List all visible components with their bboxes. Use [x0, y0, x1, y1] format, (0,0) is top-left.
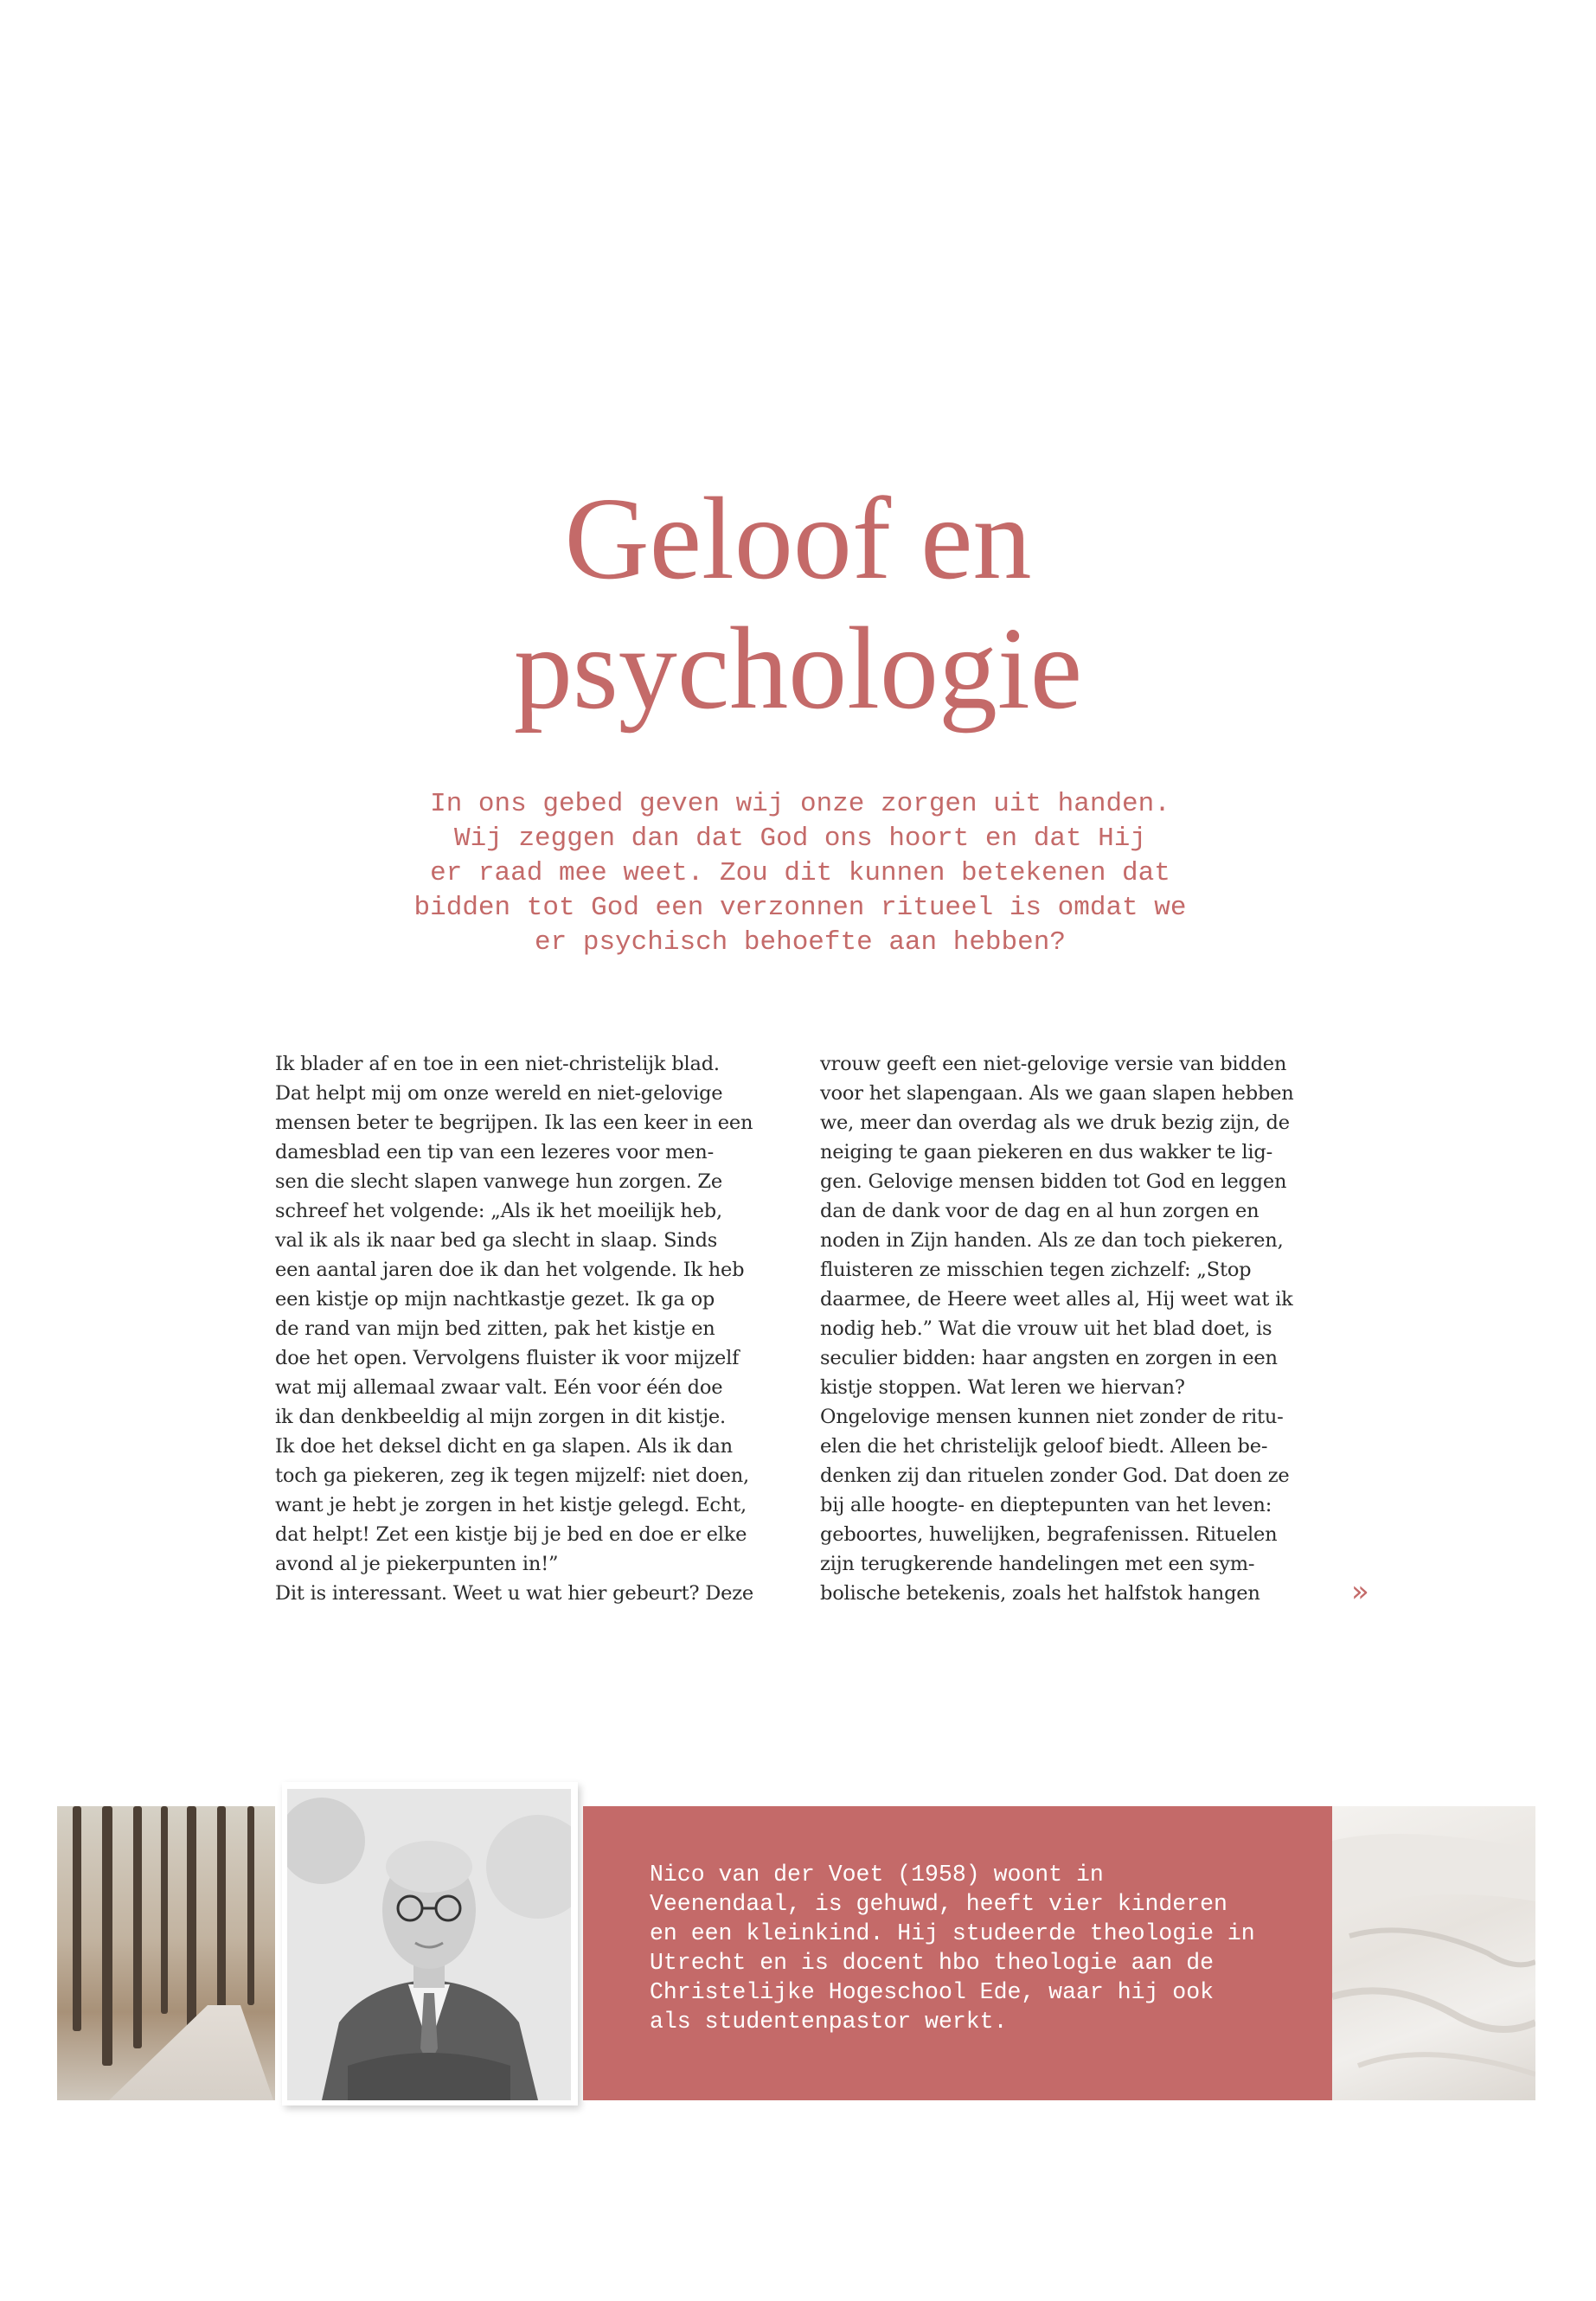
body-line: wat mij allemaal zwaar valt. Eén voor één doe — [275, 1376, 723, 1399]
body-line: Ongelovige mensen kunnen niet zonder de ritu- — [820, 1406, 1284, 1428]
author-portrait — [287, 1789, 571, 2100]
intro-line: er raad mee weet. Zou dit kunnen betekenen dat — [430, 858, 1170, 888]
body-line: Ik doe het deksel dicht en ga slapen. Als ik dan — [275, 1435, 733, 1458]
body-line: mensen beter te begrijpen. Ik las een keer in een — [275, 1112, 753, 1134]
body-line: denken zij dan rituelen zonder God. Dat doen ze — [820, 1465, 1290, 1487]
body-line: een aantal jaren doe ik dan het volgende. Ik heb — [275, 1259, 745, 1281]
bio-line: Nico van der Voet (1958) woont in — [650, 1862, 1104, 1888]
body-line: vrouw geeft een niet-gelovige versie van bidden — [820, 1053, 1287, 1075]
body-line: neiging te gaan piekeren en dus wakker te lig- — [820, 1141, 1273, 1163]
bio-line: Utrecht en is docent hbo theologie aan de — [650, 1950, 1215, 1976]
body-line: een kistje op mijn nachtkastje gezet. Ik ga op — [275, 1288, 715, 1311]
body-line: nodig heb.” Wat die vrouw uit het blad doet, is — [820, 1317, 1272, 1340]
body-line: sen die slecht slapen vanwege hun zorgen. Ze — [275, 1170, 722, 1193]
body-line: ik dan denkbeeldig al mijn zorgen in dit kistje. — [275, 1406, 726, 1428]
bio-line: Christelijke Hogeschool Ede, waar hij ook — [650, 1979, 1215, 2005]
body-line: zijn terugkerende handelingen met een sym- — [820, 1553, 1255, 1575]
body-line: want je hebt je zorgen in het kistje gelegd. Echt, — [275, 1494, 747, 1516]
body-line: schreef het volgende: „Als ik het moeilijk heb, — [275, 1200, 722, 1222]
body-line: daarmee, de Heere weet alles al, Hij weet wat ik — [820, 1288, 1293, 1311]
article-intro — [329, 787, 1272, 960]
bio-line: Veenendaal, is gehuwd, heeft vier kinderen — [650, 1891, 1227, 1917]
body-line: de rand van mijn bed zitten, pak het kistje en — [275, 1317, 715, 1340]
body-line: Dat helpt mij om onze wereld en niet-gelovige — [275, 1082, 723, 1105]
body-line: dan de dank voor de dag en al hun zorgen en — [820, 1200, 1259, 1222]
body-line: toch ga piekeren, zeg ik tegen mijzelf: niet doen, — [275, 1465, 749, 1487]
body-line: Ik blader af en toe in een niet-christelijk blad. — [275, 1053, 720, 1075]
body-line: dat helpt! Zet een kistje bij je bed en doe er elke — [275, 1523, 747, 1546]
bed-linen-photo — [1332, 1806, 1535, 2100]
body-line: gen. Gelovige mensen bidden tot God en leggen — [820, 1170, 1287, 1193]
body-line: bolische betekenis, zoals het halfstok hangen — [820, 1582, 1260, 1605]
body-line: seculier bidden: haar angsten en zorgen in een — [820, 1347, 1278, 1369]
author-bio — [650, 1860, 1255, 2036]
body-line: geboortes, huwelijken, begrafenissen. Rituelen — [820, 1523, 1278, 1546]
intro-line: er psychisch behoefte aan hebben? — [535, 927, 1066, 958]
body-line: fluisteren ze misschien tegen zichzelf: „Stop — [820, 1259, 1252, 1281]
body-line: doe het open. Vervolgens fluister ik voor mijzelf — [275, 1347, 740, 1369]
body-line: elen die het christelijk geloof biedt. Alleen be- — [820, 1435, 1268, 1458]
article-title — [0, 474, 1596, 734]
title-line-2: psychologie — [513, 604, 1083, 734]
intro-line: In ons gebed geven wij onze zorgen uit handen. — [430, 789, 1170, 819]
title-line-1: Geloof en — [564, 474, 1032, 604]
bio-line: als studentenpastor werkt. — [650, 2009, 1008, 2035]
body-line: voor het slapengaan. Als we gaan slapen hebben — [820, 1082, 1294, 1105]
body-line: val ik als ik naar bed ga slecht in slaap. Sinds — [275, 1229, 718, 1252]
body-line: damesblad een tip van een lezeres voor men- — [275, 1141, 714, 1163]
author-portrait-frame — [282, 1782, 578, 2106]
body-line: we, meer dan overdag als we druk bezig zijn, de — [820, 1112, 1290, 1134]
body-line: avond al je piekerpunten in!” — [275, 1553, 559, 1575]
intro-line: bidden tot God een verzonnen ritueel is omdat we — [413, 893, 1187, 923]
author-bio-panel — [583, 1806, 1332, 2100]
body-line: Dit is interessant. Weet u wat hier gebeurt? Deze — [275, 1582, 753, 1605]
bio-line: en een kleinkind. Hij studeerde theologie in — [650, 1920, 1255, 1946]
intro-line: Wij zeggen dan dat God ons hoort en dat Hij — [454, 824, 1146, 854]
body-line: bij alle hoogte- en dieptepunten van het leven: — [820, 1494, 1272, 1516]
body-line: noden in Zijn handen. Als ze dan toch piekeren, — [820, 1229, 1284, 1252]
double-chevron-right-icon: » — [1351, 1574, 1369, 1609]
body-column-right — [820, 1049, 1374, 1608]
forest-photo — [57, 1806, 275, 2100]
body-line: kistje stoppen. Wat leren we hiervan? — [820, 1376, 1185, 1399]
body-column-left — [275, 1049, 829, 1608]
